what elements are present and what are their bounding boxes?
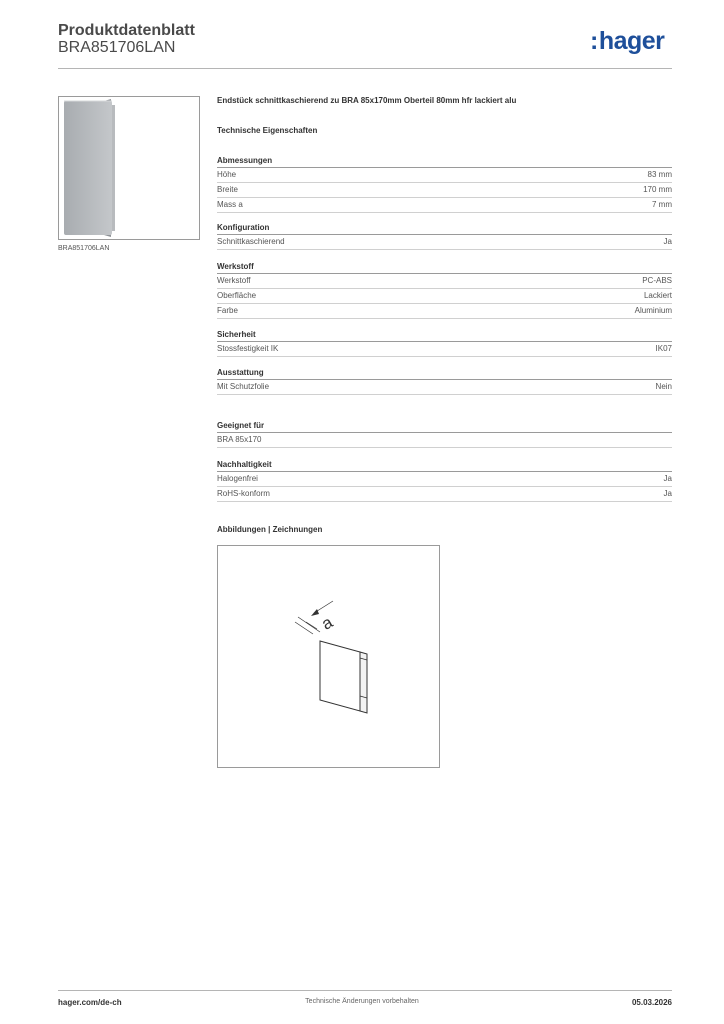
property-value: PC-ABS [642, 276, 672, 285]
section-sicherheit [217, 329, 672, 357]
property-label: Stossfestigkeit IK [217, 344, 279, 353]
section-title: Konfiguration [217, 222, 672, 235]
hager-logo [590, 27, 664, 56]
property-value: 7 mm [652, 200, 672, 209]
property-value: IK07 [655, 344, 672, 353]
property-row [217, 472, 672, 487]
section-title: Sicherheit [217, 329, 672, 342]
property-label: Werkstoff [217, 276, 251, 285]
section-title: Abmessungen [217, 155, 672, 168]
footer-note: Technische Änderungen vorbehalten [305, 998, 419, 1005]
property-label: Schnittkaschierend [217, 237, 285, 246]
footer-website-link[interactable]: hager.com/de-ch [58, 998, 122, 1007]
property-label: Mass a [217, 200, 243, 209]
section-title: Geeignet für [217, 420, 672, 433]
property-row [217, 433, 672, 448]
property-value: 83 mm [647, 170, 672, 179]
property-value: Ja [663, 489, 672, 498]
property-row [217, 168, 672, 183]
end-cap-photo-icon [59, 97, 201, 241]
property-value: Lackiert [643, 291, 672, 300]
product-image [58, 96, 200, 240]
description-block [217, 96, 672, 135]
tech-properties-heading: Technische Eigenschaften [217, 126, 318, 135]
property-value: Nein [655, 382, 672, 391]
logo-colon-icon: : [590, 27, 598, 55]
property-value: 170 mm [643, 185, 672, 194]
property-label: Höhe [217, 170, 237, 179]
section-abbildungen [217, 525, 672, 534]
property-row [217, 380, 672, 395]
property-row [217, 183, 672, 198]
section-nachhaltigkeit [217, 459, 672, 502]
property-value: Ja [663, 237, 672, 246]
footer-date: 05.03.2026 [631, 998, 672, 1007]
section-title: Ausstattung [217, 367, 672, 380]
section-abmessungen [217, 155, 672, 213]
property-row [217, 274, 672, 289]
property-row [217, 289, 672, 304]
property-label: Oberfläche [217, 291, 257, 300]
property-row [217, 487, 672, 502]
property-label: RoHS-konform [217, 489, 270, 498]
property-label: Farbe [217, 306, 238, 315]
footer-divider [58, 990, 672, 991]
section-title: Nachhaltigkeit [217, 459, 672, 472]
section-title: Werkstoff [217, 261, 672, 274]
figures-title: Abbildungen | Zeichnungen [217, 525, 323, 534]
product-image-caption: BRA851706LAN [58, 245, 110, 252]
technical-drawing [217, 545, 440, 768]
section-konfiguration [217, 222, 672, 250]
section-ausstattung [217, 367, 672, 395]
product-description: Endstück schnittkaschierend zu BRA 85x170mm Oberteil 80mm hfr lackiert alu [217, 96, 517, 105]
section-werkstoff [217, 261, 672, 319]
property-label: BRA 85x170 [217, 435, 262, 444]
property-label: Breite [217, 185, 238, 194]
product-code: BRA851706LAN [58, 39, 176, 56]
property-value: Aluminium [634, 306, 672, 315]
property-row [217, 304, 672, 319]
property-row [217, 342, 672, 357]
logo-text: hager [598, 27, 665, 55]
page-title: Produktdatenblatt [58, 22, 195, 39]
section-geeignet-fuer [217, 420, 672, 448]
property-label: Mit Schutzfolie [217, 382, 270, 391]
property-label: Halogenfrei [217, 474, 258, 483]
property-row [217, 235, 672, 250]
end-cap-drawing-icon [218, 546, 441, 769]
header-divider [58, 68, 672, 69]
property-row [217, 198, 672, 213]
property-value: Ja [663, 474, 672, 483]
dimension-a-label: a [318, 612, 337, 634]
